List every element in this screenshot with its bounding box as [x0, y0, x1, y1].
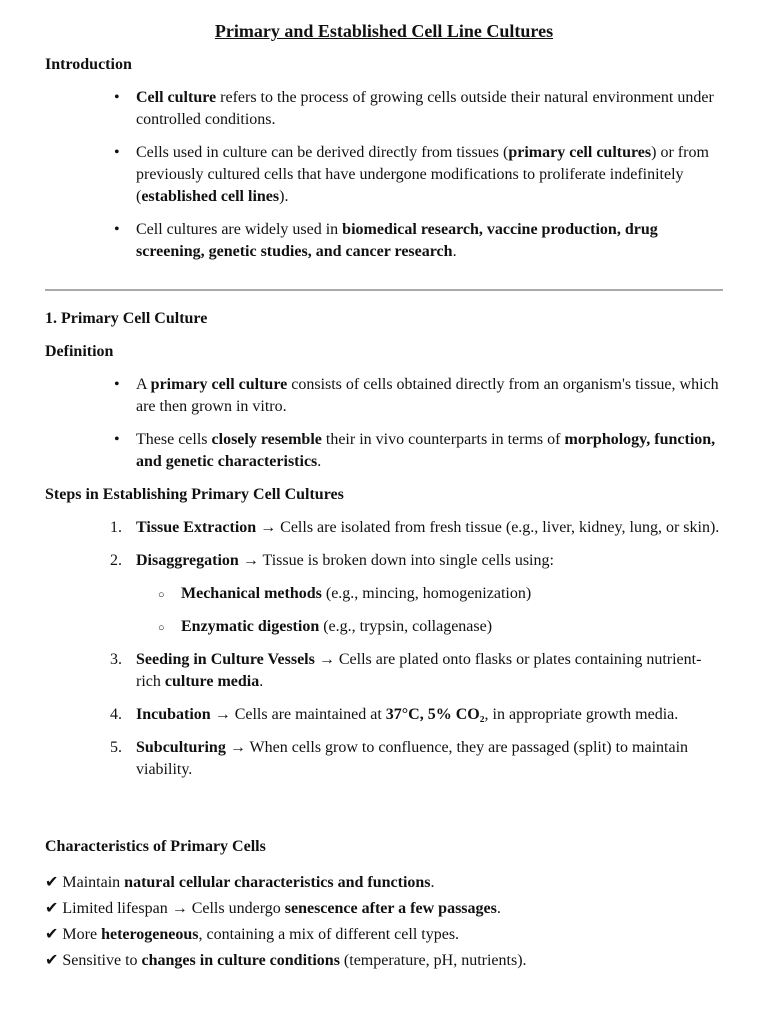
list-item: • Cell cultures are widely used in biomedical research, vaccine production, drug screening, genetic studies, and cancer research.: [112, 219, 722, 263]
list-item: • Cell culture refers to the process of growing cells outside their natural environment under controlled conditions.: [112, 87, 722, 131]
list-item: ✔ Maintain natural cellular characteristics and functions.: [45, 874, 435, 891]
list-item: • A primary cell culture consists of cells obtained directly from an organism's tissue, which are then grown in vitro.: [112, 374, 722, 418]
steps-list: [100, 517, 722, 792]
steps-heading: Steps in Establishing Primary Cell Cultures: [45, 486, 344, 503]
list-item: ✔ Sensitive to changes in culture conditions (temperature, pH, nutrients).: [45, 952, 527, 969]
list-item: ○ Enzymatic digestion (e.g., trypsin, collagenase): [136, 616, 722, 638]
characteristics-heading: Characteristics of Primary Cells: [45, 838, 266, 855]
list-item: 5. Subculturing → When cells grow to confluence, they are passaged (split) to maintain viability.: [110, 739, 689, 778]
list-item: ○ Mechanical methods (e.g., mincing, homogenization): [136, 583, 722, 605]
intro-list: [112, 87, 722, 274]
list-item: 4. Incubation → Cells are maintained at 37°C, 5% CO₂, in appropriate growth media.: [110, 706, 679, 723]
characteristics-list: [45, 870, 735, 974]
section-divider: [45, 289, 723, 291]
list-item: 2. Disaggregation → Tissue is broken down into single cells using: ○ Mechanical methods (e.g., mincing, homogenization) ○ Enzymatic digestion (e.g., trypsin, collagenase): [100, 550, 722, 638]
intro-heading: Introduction: [45, 56, 132, 73]
definition-heading: Definition: [45, 343, 114, 360]
list-item: ✔ Limited lifespan → Cells undergo senescence after a few passages.: [45, 900, 501, 917]
list-item: • These cells closely resemble their in vivo counterparts in terms of morphology, function, and genetic characteristics.: [112, 429, 722, 473]
list-item: 1. Tissue Extraction → Cells are isolated from fresh tissue (e.g., liver, kidney, lung, or skin).: [110, 519, 720, 536]
list-item: ✔ More heterogeneous, containing a mix of different cell types.: [45, 926, 460, 943]
section-heading: 1. Primary Cell Culture: [45, 310, 208, 327]
sub-list: [136, 583, 722, 638]
page-title: Primary and Established Cell Line Cultures: [214, 21, 554, 41]
list-item: • Cells used in culture can be derived directly from tissues (primary cell cultures) or from previously cultured cells that have undergone modifications to proliferate indefinitely (established cell lines).: [112, 142, 722, 208]
list-item: 3. Seeding in Culture Vessels → Cells are plated onto flasks or plates containing nutrient-rich culture media.: [110, 651, 702, 690]
definition-list: [112, 374, 722, 484]
